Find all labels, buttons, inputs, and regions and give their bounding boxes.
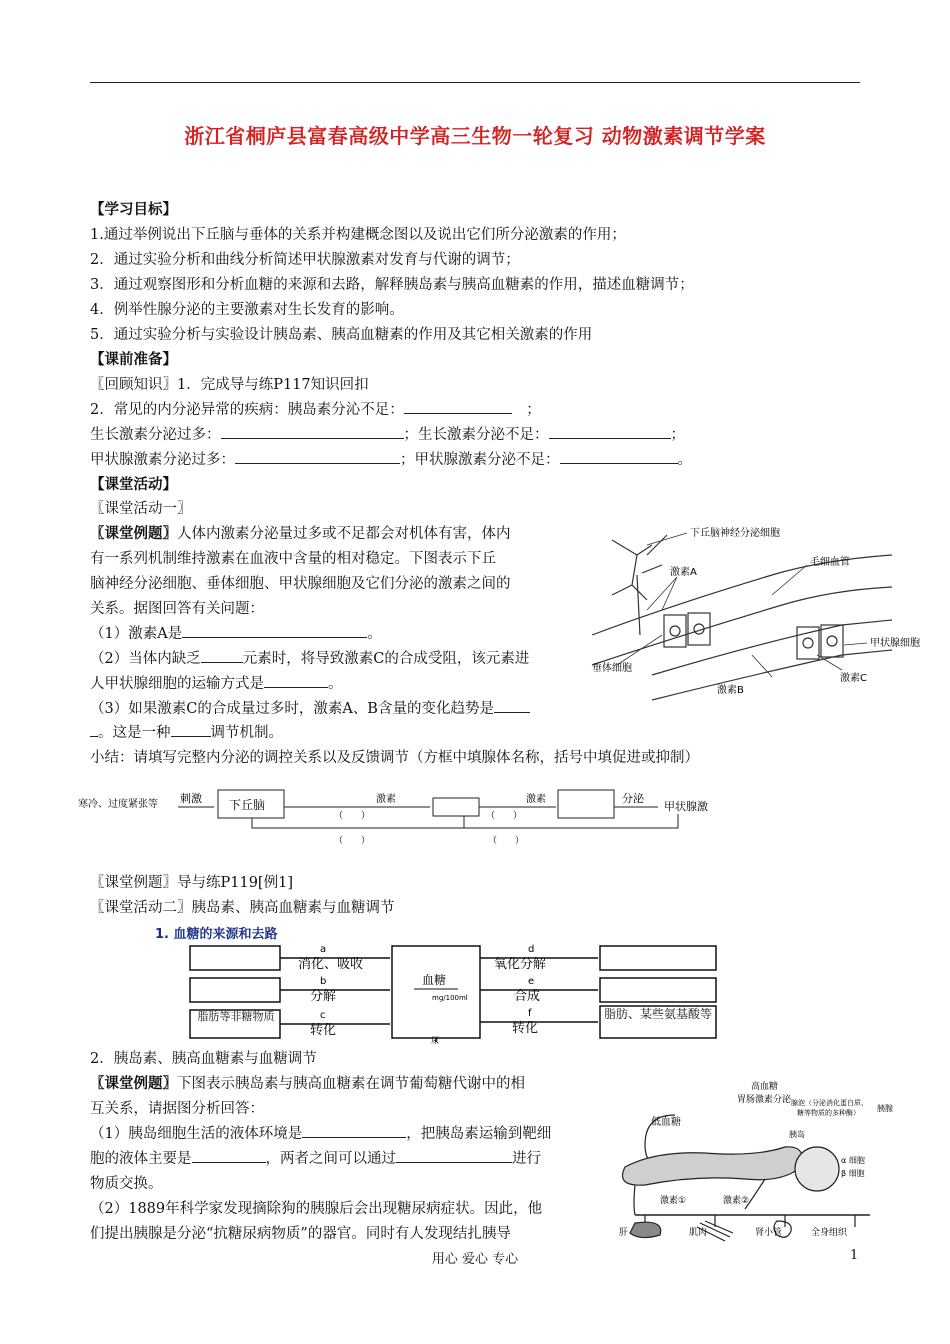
capillary-label: 毛细血管 (810, 557, 850, 568)
beta-cell-label: β 细胞 (841, 1169, 865, 1178)
source-nonsugar-label: 脂肪等非糖物质 (197, 1011, 275, 1023)
example-3-q1: （1）胰岛细胞生活的液体环境是 ，把胰岛素运输到靶细 (90, 1123, 551, 1145)
pancreas-shape (623, 1147, 804, 1185)
hormone-label-2: 激素 (526, 794, 546, 805)
example-3-line: 〖课堂例题〗下图表示胰岛素与胰高血糖素在调节葡萄糖代谢中的相 (90, 1075, 525, 1092)
example-3-q2-cont: 们提出胰腺是分泌“抗糖尿病物质”的器官。同时有人发现结扎胰导 (90, 1226, 511, 1242)
example-line: 〖课堂例题〗人体内激素分泌量过多或不足都会对机体有害，体内 (90, 525, 511, 542)
objective-item: 2．通过实验分析和曲线分析简述甲状腺激素对发育与代谢的调节； (90, 252, 520, 268)
arrow-label-e: e (528, 976, 535, 987)
neuron-dendrite (612, 535, 667, 600)
arrow-label-b: b (320, 976, 327, 987)
pituitary-cell (664, 615, 686, 647)
source-box-2[interactable] (190, 978, 280, 1002)
hormone-1-label: 激素① (660, 1196, 687, 1206)
activity-two-line: 〖课堂活动二〗胰岛素、胰高血糖素与血糖调节 (90, 900, 395, 916)
section-2-title: 2．胰岛素、胰高血糖素与血糖调节 (90, 1051, 317, 1067)
stimulus-arrow-label: 刺激 (180, 792, 202, 805)
arrow-label-c: c (320, 1010, 326, 1021)
objective-item: 5．通过实验分析与实验设计胰岛素、胰高血糖素的作用及其它相关激素的作用 (90, 327, 593, 343)
prep-header: 【课前准备】 (90, 351, 177, 368)
hypothalamus-cell-label: 下丘脑神经分泌细胞 (690, 528, 780, 539)
capillary-wall-bottom (592, 587, 892, 665)
activity-one: 〖课堂活动一〗 (90, 501, 192, 517)
answer-blank[interactable] (302, 1123, 406, 1138)
neuroendocrine-figure (592, 515, 920, 705)
answer-blank[interactable] (560, 449, 678, 464)
answer-blank[interactable] (192, 1148, 266, 1163)
answer-blank[interactable] (171, 722, 211, 737)
acinus-label: 腺泡（分泌消化蛋白质、 (791, 1099, 868, 1107)
feedback-diagram (78, 780, 758, 850)
example-3-line: 互关系，请据图分析回答： (90, 1101, 264, 1117)
fate-process-e: 合成 (514, 989, 541, 1004)
hormone-label-1: 激素 (376, 794, 396, 805)
answer-blank[interactable] (396, 1148, 512, 1163)
objective-item: 4．例举性腺分泌的主要激素对生长发育的影响。 (90, 302, 404, 318)
footer-slogan: 用心 爱心 专心 (431, 1252, 519, 1267)
source-process-a: 消化、吸收 (298, 957, 364, 972)
low-glucose-label: 低血糖 (651, 1117, 681, 1128)
answer-blank[interactable] (404, 399, 512, 414)
kidney-tubule-label: 肾小管 (755, 1228, 783, 1238)
objective-item: 1.通过举例说出下丘脑与垂体的关系并构建概念图以及说出它们所分泌激素的作用； (90, 227, 626, 243)
thyroid-hormone-label: 甲状腺激 (664, 800, 708, 813)
question-2-cont: 人甲状腺细胞的运输方式是 。 (90, 673, 343, 695)
question-1: （1）激素A是 。 (90, 623, 382, 645)
summary-line: 小结：请填写完整内分泌的调控关系以及反馈调节（方框中填腺体名称，括号中填促进或抑制） (90, 750, 699, 766)
hormone-b-label: 激素B (717, 685, 744, 696)
liver-label: 肝 (619, 1228, 629, 1238)
pituitary-box[interactable] (433, 798, 479, 816)
thyroid-cell (821, 625, 843, 657)
arrow-label-d: d (528, 944, 535, 955)
page-title: 浙江省桐庐县富春高级中学高三生物一轮复习 动物激素调节学案 (184, 124, 766, 148)
hormone-2-label: 激素② (723, 1196, 750, 1206)
fate-process-d: 氧化分解 (494, 957, 547, 972)
fate-box-1[interactable] (600, 946, 716, 970)
answer-blank[interactable] (221, 424, 404, 439)
fate-box-2[interactable] (600, 978, 716, 1002)
gut-hormone-label: 胃肠激素分泌 (737, 1095, 792, 1105)
activity-header: 【课堂活动】 (90, 476, 177, 493)
liver-drawing (630, 1222, 661, 1237)
hormone-c-label: 激素C (840, 673, 867, 684)
pituitary-cell-label: 垂体细胞 (592, 663, 632, 674)
answer-blank[interactable] (235, 449, 400, 464)
islet-label: 胰岛 (789, 1130, 805, 1139)
answer-blank[interactable] (201, 648, 243, 663)
question-2: （2）当体内缺乏 元素时，将导致激素C的合成受阻，该元素进 (90, 648, 529, 670)
hormone-a-label: 激素A (670, 567, 697, 578)
example-3-q1-end: 物质交换。 (90, 1176, 163, 1192)
objective-item: 3．通过观察图形和分析血糖的来源和去路，解释胰岛素与胰高血糖素的作用，描述血糖调节； (90, 277, 694, 293)
secrete-label: 分泌 (622, 792, 644, 805)
blood-glucose-box (392, 946, 480, 1038)
pancreas-figure (605, 1075, 900, 1245)
example-3-q2: （2）1889年科学家发现摘除狗的胰腺后会出现糖尿病症状。因此，他 (90, 1201, 543, 1217)
thyroid-box[interactable] (558, 790, 614, 818)
source-box-1[interactable] (190, 946, 280, 970)
example-2-line: 〖课堂例题〗导与练P119[例1] (90, 875, 293, 891)
example-line: 脑神经分泌细胞、垂体细胞、甲状腺细胞及它们分泌的激素之间的 (90, 576, 511, 592)
growth-hormone-line: 生长激素分泌过多： ；生长激素分泌不足： ； (90, 424, 685, 446)
glucose-figure-title: 1. 血糖的来源和去路 (155, 927, 278, 942)
high-glucose-label: 高血糖 (751, 1082, 779, 1092)
example-line: 有一系列机制维持激素在血液中含量的相对稳定。下图表示下丘 (90, 551, 496, 567)
blood-glucose-label: 血糖 (422, 973, 447, 987)
glucose-unit-label: mg/100ml (432, 994, 468, 1002)
example-line: 关系。据图回答有关问题： (90, 601, 264, 617)
example-3-q1-cont: 胞的液体主要是 ，两者之间可以通过 进行 (90, 1148, 541, 1170)
alpha-cell-label: α 细胞 (841, 1156, 865, 1165)
source-process-c: 转化 (310, 1023, 337, 1038)
stimulus-label: 寒冷、过度紧张等 (78, 799, 158, 810)
answer-blank[interactable] (182, 623, 367, 638)
disease-line: 2．常见的内分泌异常的疾病：胰岛素分沁不足： ； (90, 399, 541, 421)
acinus-label-2: 糖等物质的多种酶） (797, 1109, 860, 1117)
answer-blank[interactable] (264, 673, 328, 688)
paren-slot: （ ） (486, 811, 523, 821)
hypothalamus-box-label: 下丘脑 (229, 798, 266, 812)
pituitary-cell (688, 613, 710, 645)
recall-line: 〖回顾知识〗1．完成导与练P117知识回扣 (90, 377, 369, 393)
urine-label: 尿 (431, 1036, 439, 1045)
neuron-axon (637, 575, 640, 635)
muscle-label: 肌肉 (689, 1228, 708, 1238)
whole-body-tissue-label: 全身组织 (811, 1228, 848, 1238)
paren-slot: （ ） (488, 836, 525, 846)
pancreas-label: 胰腺 (877, 1104, 893, 1113)
islet-circle (795, 1147, 839, 1191)
fate-process-f: 转化 (512, 1021, 539, 1036)
paren-slot: （ ） (334, 836, 371, 846)
header-rule (90, 82, 860, 83)
thyroid-cell (797, 627, 819, 659)
arrow-label-a: a (320, 944, 327, 955)
question-3-cont: 。这是一种 调节机制。 (90, 722, 283, 744)
objectives-header: 【学习目标】 (90, 201, 177, 218)
thyroid-hormone-line: 甲状腺激素分泌过多： ；甲状腺激素分泌不足： 。 (90, 449, 692, 471)
thyroid-cell-label: 甲状腺细胞 (870, 638, 920, 649)
answer-blank[interactable] (549, 424, 671, 439)
question-3: （3）如果激素C的合成量过多时，激素A、B含量的变化趋势是 (90, 698, 530, 720)
arrow-label-f: f (528, 1008, 532, 1019)
page-number: 1 (850, 1248, 859, 1263)
fate-fat-label: 脂肪、某些氨基酸等 (603, 1007, 712, 1021)
glucose-figure (150, 922, 725, 1044)
answer-blank[interactable] (494, 698, 530, 713)
source-process-b: 分解 (310, 989, 337, 1004)
paren-slot: （ ） (334, 811, 371, 821)
